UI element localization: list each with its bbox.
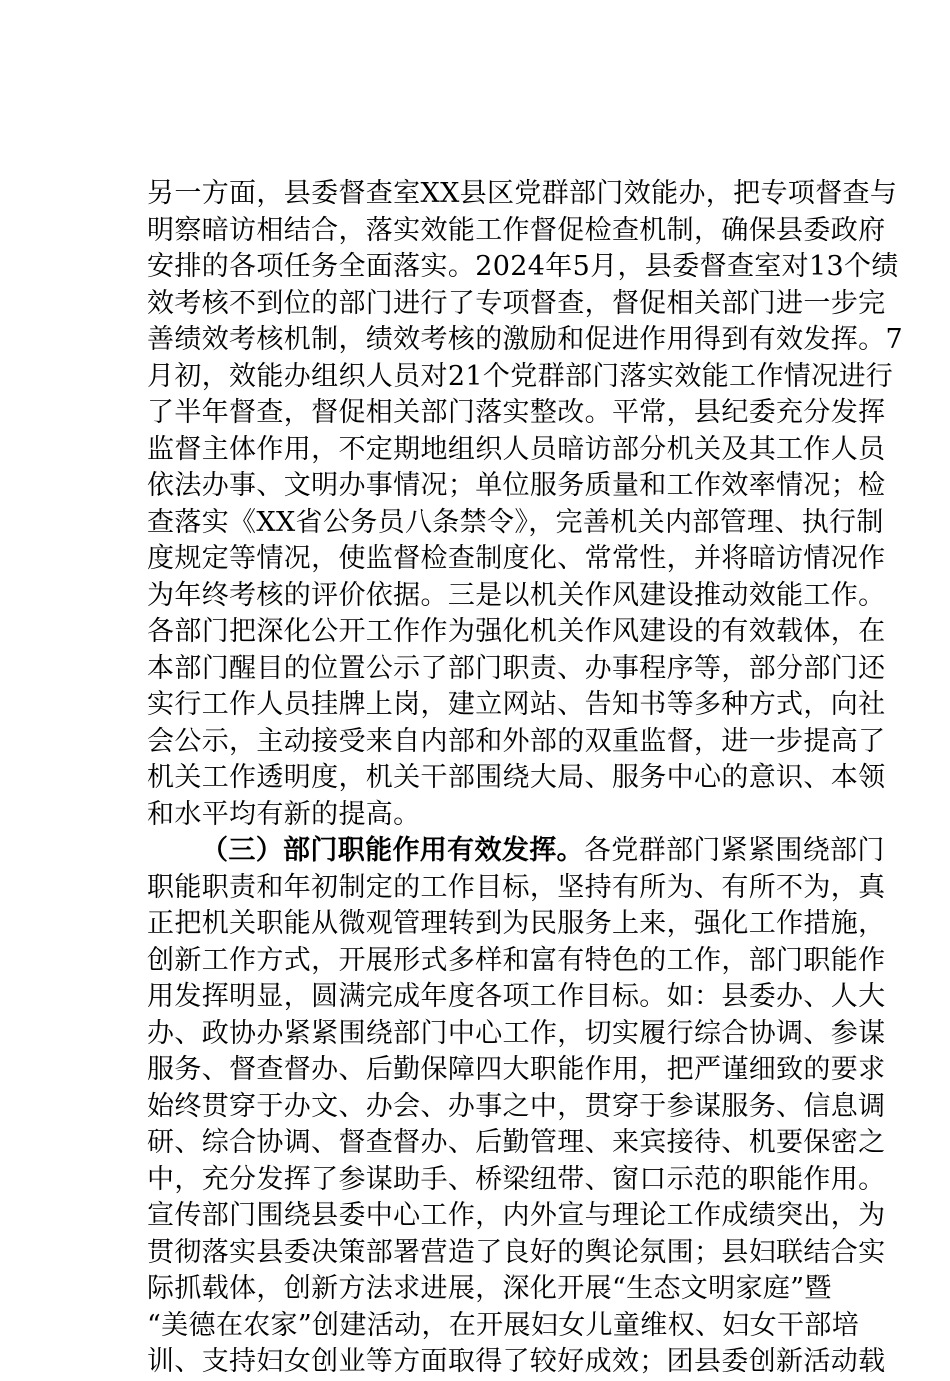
- text-line: 正把机关职能从微观管理转到为民服务上来，强化工作措施，: [147, 908, 886, 939]
- text-line: 了半年督查，督促相关部门落实整改。平常，县纪委充分发挥: [147, 397, 886, 428]
- text-line: 监督主体作用，不定期地组织人员暗访部分机关及其工作人员: [147, 433, 886, 465]
- text-line: 效考核不到位的部门进行了专项督查，督促相关部门进一步完: [147, 287, 886, 319]
- text-line: 月初，效能办组织人员对21个党群部门落实效能工作情况进行: [147, 360, 894, 392]
- text-line: 善绩效考核机制，绩效考核的激励和促进作用得到有效发挥。7: [147, 324, 903, 355]
- text-line: 服务、督查督办、后勤保障四大职能作用，把严谨细致的要求: [147, 1054, 886, 1085]
- text-line: 另一方面，县委督查室XX县区党群部门效能办，把专项督查与: [147, 178, 898, 209]
- text-line: 用发挥明显，圆满完成年度各项工作目标。如：县委办、人大: [147, 981, 886, 1012]
- text-line: 明察暗访相结合，落实效能工作督促检查机制，确保县委政府: [147, 214, 886, 246]
- section-heading-line: [147, 833, 885, 870]
- text-line: 实行工作人员挂牌上岗，建立网站、告知书等多种方式，向社: [147, 689, 886, 720]
- text-line: 依法办事、文明办事情况；单位服务质量和工作效率情况；检: [147, 470, 886, 501]
- text-line: 安排的各项任务全面落实。2024年5月，县委督查室对13个绩: [147, 251, 899, 282]
- section-heading-continuation: 各党群部门紧紧围绕部门: [583, 835, 885, 866]
- text-line: 中，充分发挥了参谋助手、桥梁纽带、窗口示范的职能作用。: [147, 1163, 886, 1195]
- text-line: “美德在农家”创建活动，在开展妇女儿童维权、妇女干部培: [147, 1309, 860, 1341]
- text-line: 为年终考核的评价依据。三是以机关作风建设推动效能工作。: [147, 579, 886, 611]
- text-line: 贯彻落实县委决策部署营造了良好的舆论氛围；县妇联结合实: [147, 1236, 886, 1268]
- text-line: 查落实《XX省公务员八条禁令》，完善机关内部管理、执行制: [147, 506, 884, 538]
- text-line: 训、支持妇女创业等方面取得了较好成效；团县委创新活动载: [147, 1346, 886, 1377]
- text-line: 宣传部门围绕县委中心工作，内外宣与理论工作成绩突出，为: [147, 1200, 886, 1231]
- text-line: 机关工作透明度，机关干部围绕大局、服务中心的意识、本领: [147, 762, 886, 793]
- text-line: 创新工作方式，开展形式多样和富有特色的工作，部门职能作: [147, 944, 886, 976]
- text-line: 各部门把深化公开工作作为强化机关作风建设的有效载体，在: [147, 616, 886, 647]
- section-heading: （三）部门职能作用有效发挥。: [201, 835, 584, 866]
- text-line: 度规定等情况，使监督检查制度化、常常性，并将暗访情况作: [147, 543, 886, 574]
- text-line: 始终贯穿于办文、办会、办事之中，贯穿于参谋服务、信息调: [147, 1090, 886, 1122]
- document-body: [147, 176, 903, 1381]
- text-line: 和水平均有新的提高。: [147, 798, 421, 830]
- text-line: 研、综合协调、督查督办、后勤管理、来宾接待、机要保密之: [147, 1127, 886, 1158]
- text-line: 会公示，主动接受来自内部和外部的双重监督，进一步提高了: [147, 725, 886, 757]
- text-line: 际抓载体，创新方法求进展，深化开展“生态文明家庭”暨: [147, 1273, 832, 1304]
- text-line: 办、政协办紧紧围绕部门中心工作，切实履行综合协调、参谋: [147, 1017, 886, 1049]
- text-line: 本部门醒目的位置公示了部门职责、办事程序等，部分部门还: [147, 652, 886, 684]
- text-line: 职能职责和年初制定的工作目标，坚持有所为、有所不为，真: [147, 871, 886, 903]
